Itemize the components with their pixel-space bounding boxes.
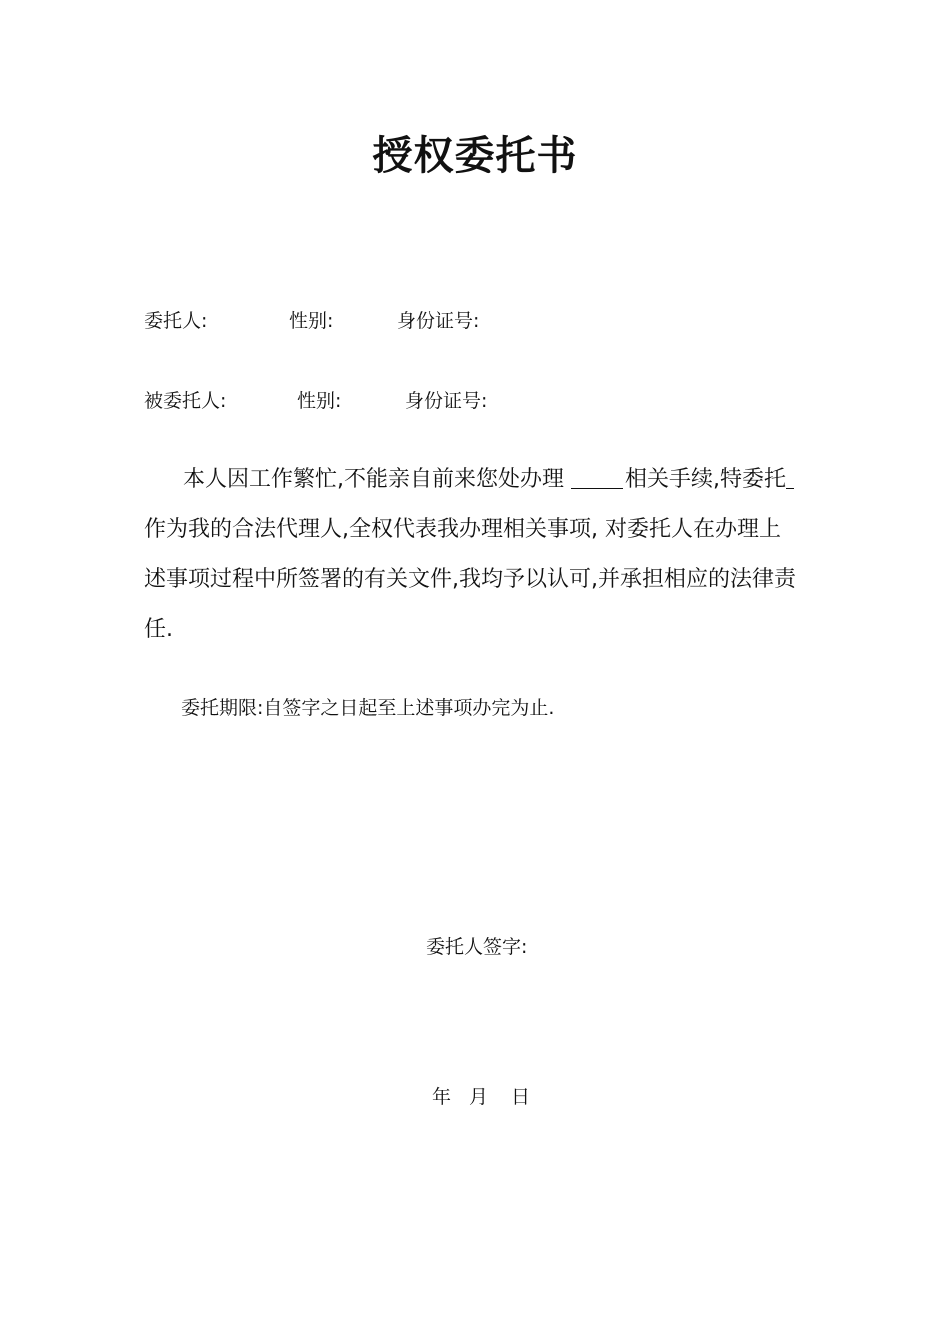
body-line-1 [144, 455, 806, 505]
body-line-1-start: 本人因工作繁忙,不能亲自前来您处办理 [183, 467, 571, 492]
date-month: 月 [469, 1086, 489, 1108]
agent-id-label: 身份证号: [405, 390, 488, 412]
agent-label: 被委托人: [144, 390, 227, 412]
document-title: 授权委托书 [372, 133, 578, 179]
agent-gender-label: 性别: [297, 390, 342, 412]
principal-id-label: 身份证号: [397, 310, 480, 332]
signature-label: 委托人签字: [426, 936, 528, 958]
body-line-3: 述事项过程中所签署的有关文件,我均予以认可,并承担相应的法律责 [144, 567, 796, 592]
agent-name-blank [786, 466, 794, 489]
matter-blank [571, 466, 623, 489]
principal-gender-label: 性别: [289, 310, 334, 332]
authorization-term: 委托期限:自签字之日起至上述事项办完为止. [181, 697, 555, 719]
date-year: 年 [432, 1086, 452, 1108]
authorization-body [144, 455, 806, 655]
body-line-4: 任. [144, 617, 173, 642]
body-line-2: 作为我的合法代理人,全权代表我办理相关事项, 对委托人在办理上 [144, 517, 781, 542]
body-line-1-end: 相关手续,特委托 [625, 467, 786, 492]
principal-label: 委托人: [144, 310, 208, 332]
date-day: 日 [511, 1086, 531, 1108]
